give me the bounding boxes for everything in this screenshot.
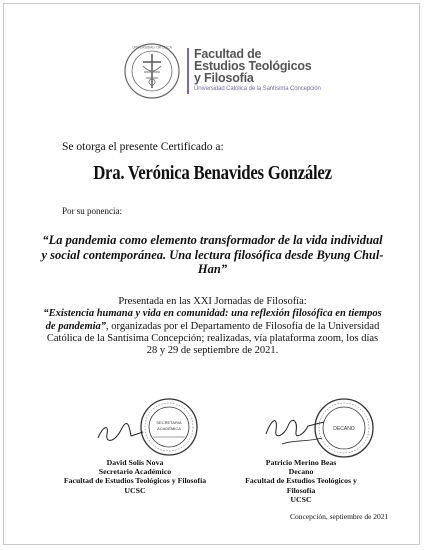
signer-faculty-right: Facultad de Estudios Teológicos y Filosofía bbox=[245, 476, 357, 495]
signer-role-left: Secretario Académico bbox=[98, 467, 172, 477]
body-intro: Presentada en las XXI Jornadas de Filosofía: bbox=[118, 296, 307, 307]
certificate-intro: Se otorga el presente Certificado a: bbox=[62, 141, 224, 153]
logo-line-2: Estudios Teológicos bbox=[194, 59, 312, 73]
signer-role-right: Decano bbox=[288, 467, 314, 477]
logo-line-3: y Filosofía bbox=[194, 71, 254, 85]
signer-name-left: David Solís Nova bbox=[106, 458, 164, 467]
logo-text bbox=[194, 48, 321, 92]
signature-block-right bbox=[235, 458, 367, 504]
university-seal-icon bbox=[123, 42, 181, 100]
event-title: “Existencia humana y vida en comunidad: una reflexión filosófica en tiempos de pandemia” bbox=[43, 308, 382, 332]
faculty-logo bbox=[123, 42, 323, 102]
signature-right-icon bbox=[262, 404, 332, 450]
svg-text:DECANO: DECANO bbox=[333, 426, 355, 432]
seal-stamp-icon bbox=[139, 397, 199, 457]
svg-text:SECRETARIA: SECRETARIA bbox=[156, 420, 182, 425]
logo-subline: Universidad Católica de la Santísima Concepción bbox=[194, 86, 321, 92]
ponencia-label: Por su ponencia: bbox=[62, 206, 122, 216]
closing-date: Concepción, septiembre de 2021 bbox=[290, 512, 389, 521]
signer-uni-right: UCSC bbox=[290, 494, 312, 504]
certificate-body bbox=[42, 296, 383, 357]
logo-line-1: Facultad de bbox=[194, 47, 262, 61]
signer-name-right: Patricio Merino Beas bbox=[265, 458, 337, 467]
signer-faculty-left: Facultad de Estudios Teológicos y Filosofía bbox=[63, 476, 207, 486]
signer-uni-left: UCSC bbox=[124, 485, 146, 495]
body-details: , organizadas por el Departamento de Filosofía de la Universidad Católica de la Santísima Concepción; realizadas, vía plataforma zoom, los días 28 y 29 de septiembre de 2021. bbox=[46, 320, 380, 357]
talk-title: “La pandemia como elemento transformador de la vida individual y social contemporánea. Una lectura filosófica desde Byung Chul-Han” bbox=[41, 233, 384, 276]
logo-divider bbox=[187, 48, 189, 94]
svg-text:UNIVERSIDAD CATÓLICA: UNIVERSIDAD CATÓLICA bbox=[132, 45, 172, 50]
svg-text:ACADÉMICA: ACADÉMICA bbox=[157, 426, 181, 431]
signature-block-left bbox=[62, 458, 208, 495]
signature-left-icon bbox=[95, 420, 145, 446]
recipient-name: Dra. Verónica Benavides González bbox=[93, 163, 332, 184]
